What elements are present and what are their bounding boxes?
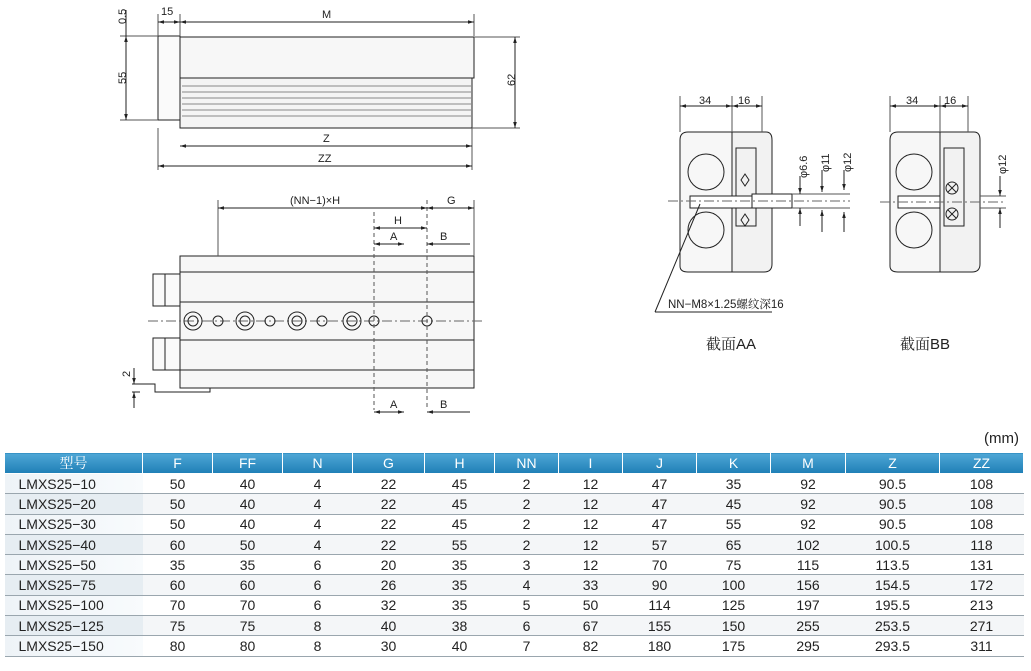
header-cell: J: [623, 453, 697, 474]
dim-b-bottom: B: [440, 399, 448, 411]
table-cell: 45: [425, 514, 495, 534]
table-cell: 114: [623, 595, 697, 615]
table-cell: 33: [559, 575, 623, 595]
table-cell: 92: [771, 474, 846, 494]
model-cell: LMXS25−10: [5, 474, 143, 494]
header-cell: ZZ: [940, 453, 1024, 474]
table-cell: 2: [495, 514, 559, 534]
table-cell: 40: [213, 494, 283, 514]
table-cell: 108: [940, 514, 1024, 534]
table-cell: 35: [213, 555, 283, 575]
table-cell: 113.5: [846, 555, 940, 575]
dim-15: 15: [161, 6, 174, 18]
table-cell: 26: [353, 575, 425, 595]
dim-16-aa: 16: [738, 95, 751, 107]
table-cell: 125: [697, 595, 771, 615]
table-cell: 47: [623, 474, 697, 494]
front-view: [132, 200, 485, 412]
table-cell: 253.5: [846, 616, 940, 636]
dim-16-bb: 16: [944, 95, 957, 107]
table-row: [5, 474, 1024, 494]
table-cell: 35: [425, 595, 495, 615]
table-cell: 108: [940, 474, 1024, 494]
table-cell: 67: [559, 616, 623, 636]
header-cell: M: [771, 453, 846, 474]
table-cell: 40: [213, 474, 283, 494]
model-cell: LMXS25−150: [5, 636, 143, 656]
table-cell: 2: [495, 494, 559, 514]
table-row: [5, 534, 1024, 554]
table-row: [5, 616, 1024, 636]
table-cell: 35: [425, 575, 495, 595]
header-cell: F: [143, 453, 213, 474]
table-cell: 45: [425, 474, 495, 494]
table-cell: 4: [283, 474, 353, 494]
table-cell: 4: [495, 575, 559, 595]
table-cell: 55: [697, 514, 771, 534]
table-cell: 47: [623, 514, 697, 534]
table-cell: 60: [213, 575, 283, 595]
header-cell: G: [353, 453, 425, 474]
table-cell: 70: [213, 595, 283, 615]
table-cell: 154.5: [846, 575, 940, 595]
header-cell: NN: [495, 453, 559, 474]
table-cell: 4: [283, 494, 353, 514]
dim-2: 2: [121, 370, 133, 377]
table-cell: 195.5: [846, 595, 940, 615]
table-cell: 30: [353, 636, 425, 656]
top-view: [120, 10, 520, 170]
table-cell: 12: [559, 555, 623, 575]
table-cell: 3: [495, 555, 559, 575]
thread-note: NN−M8×1.25螺纹深16: [668, 299, 784, 311]
header-cell: I: [559, 453, 623, 474]
header-cell: 型号: [5, 453, 143, 474]
dim-55: 55: [117, 71, 129, 84]
table-cell: 12: [559, 534, 623, 554]
table-cell: 92: [771, 514, 846, 534]
table-cell: 50: [213, 534, 283, 554]
dim-b-top: B: [440, 231, 448, 243]
table-row: [5, 636, 1024, 656]
table-cell: 90.5: [846, 514, 940, 534]
table-cell: 50: [559, 595, 623, 615]
table-cell: 22: [353, 474, 425, 494]
dim-phi-12-aa: φ12: [842, 152, 854, 172]
table-cell: 50: [143, 514, 213, 534]
table-cell: 82: [559, 636, 623, 656]
table-cell: 90.5: [846, 494, 940, 514]
unit-label: (mm): [984, 430, 1019, 447]
table-cell: 100: [697, 575, 771, 595]
model-cell: LMXS25−75: [5, 575, 143, 595]
table-cell: 40: [425, 636, 495, 656]
dim-0-5: 0.5: [117, 8, 129, 24]
table-cell: 22: [353, 494, 425, 514]
table-cell: 35: [143, 555, 213, 575]
dim-62: 62: [506, 73, 518, 86]
table-cell: 102: [771, 534, 846, 554]
table-cell: 213: [940, 595, 1024, 615]
table-cell: 6: [283, 595, 353, 615]
table-cell: 32: [353, 595, 425, 615]
table-cell: 4: [283, 514, 353, 534]
dim-phi-12-bb: φ12: [997, 154, 1009, 174]
table-cell: 2: [495, 474, 559, 494]
table-cell: 150: [697, 616, 771, 636]
table-cell: 38: [425, 616, 495, 636]
dim-34-bb: 34: [906, 95, 919, 107]
header-cell: H: [425, 453, 495, 474]
table-row: [5, 575, 1024, 595]
table-row: [5, 494, 1024, 514]
table-cell: 6: [283, 555, 353, 575]
table-cell: 172: [940, 575, 1024, 595]
table-cell: 131: [940, 555, 1024, 575]
table-cell: 20: [353, 555, 425, 575]
table-cell: 22: [353, 514, 425, 534]
table-header-row: [5, 453, 1024, 474]
table-cell: 12: [559, 494, 623, 514]
model-cell: LMXS25−50: [5, 555, 143, 575]
table-cell: 5: [495, 595, 559, 615]
table-cell: 6: [283, 575, 353, 595]
table-cell: 155: [623, 616, 697, 636]
header-cell: Z: [846, 453, 940, 474]
table-cell: 255: [771, 616, 846, 636]
model-cell: LMXS25−125: [5, 616, 143, 636]
table-cell: 175: [697, 636, 771, 656]
table-cell: 293.5: [846, 636, 940, 656]
table-cell: 7: [495, 636, 559, 656]
table-cell: 90.5: [846, 474, 940, 494]
dim-nn-h: (NN−1)×H: [290, 195, 341, 207]
table-cell: 80: [143, 636, 213, 656]
section-aa: [655, 96, 850, 312]
table-cell: 80: [213, 636, 283, 656]
table-cell: 271: [940, 616, 1024, 636]
table-row: [5, 514, 1024, 534]
table-cell: 4: [283, 534, 353, 554]
section-bb: [880, 96, 1006, 272]
table-cell: 40: [353, 616, 425, 636]
table-row: [5, 555, 1024, 575]
table-cell: 108: [940, 494, 1024, 514]
table-row: [5, 595, 1024, 615]
table-cell: 2: [495, 534, 559, 554]
spec-table: [4, 452, 1024, 657]
model-cell: LMXS25−30: [5, 514, 143, 534]
dim-g: G: [447, 195, 456, 207]
dim-z: Z: [323, 133, 330, 145]
table-cell: 35: [697, 474, 771, 494]
table-cell: 295: [771, 636, 846, 656]
table-cell: 92: [771, 494, 846, 514]
table-cell: 22: [353, 534, 425, 554]
table-cell: 311: [940, 636, 1024, 656]
header-cell: N: [283, 453, 353, 474]
table-cell: 70: [143, 595, 213, 615]
model-cell: LMXS25−40: [5, 534, 143, 554]
table-cell: 50: [143, 494, 213, 514]
table-cell: 8: [283, 636, 353, 656]
table-cell: 45: [697, 494, 771, 514]
table-cell: 75: [143, 616, 213, 636]
model-cell: LMXS25−100: [5, 595, 143, 615]
table-cell: 6: [495, 616, 559, 636]
table-cell: 35: [425, 555, 495, 575]
table-cell: 100.5: [846, 534, 940, 554]
table-cell: 70: [623, 555, 697, 575]
table-cell: 60: [143, 534, 213, 554]
table-cell: 90: [623, 575, 697, 595]
table-cell: 156: [771, 575, 846, 595]
dim-a-bottom: A: [390, 399, 398, 411]
section-bb-caption: 截面BB: [900, 336, 951, 353]
dim-a-top: A: [390, 231, 398, 243]
table-cell: 60: [143, 575, 213, 595]
table-cell: 55: [425, 534, 495, 554]
table-cell: 12: [559, 514, 623, 534]
table-cell: 180: [623, 636, 697, 656]
table-cell: 50: [143, 474, 213, 494]
table-cell: 197: [771, 595, 846, 615]
model-cell: LMXS25−20: [5, 494, 143, 514]
header-cell: FF: [213, 453, 283, 474]
table-cell: 57: [623, 534, 697, 554]
dim-m: M: [322, 9, 332, 21]
table-cell: 47: [623, 494, 697, 514]
table-cell: 118: [940, 534, 1024, 554]
table-cell: 75: [213, 616, 283, 636]
table-cell: 8: [283, 616, 353, 636]
table-cell: 40: [213, 514, 283, 534]
table-cell: 75: [697, 555, 771, 575]
dim-34-aa: 34: [699, 95, 712, 107]
header-cell: K: [697, 453, 771, 474]
dim-zz: ZZ: [318, 153, 332, 165]
table-cell: 12: [559, 474, 623, 494]
dim-h: H: [394, 215, 402, 227]
table-body: [5, 474, 1024, 657]
dim-phi-11: φ11: [820, 153, 832, 172]
section-aa-caption: 截面AA: [706, 336, 757, 353]
table-cell: 45: [425, 494, 495, 514]
dim-phi-6-6: φ6.6: [798, 155, 810, 178]
table-cell: 65: [697, 534, 771, 554]
table-cell: 115: [771, 555, 846, 575]
